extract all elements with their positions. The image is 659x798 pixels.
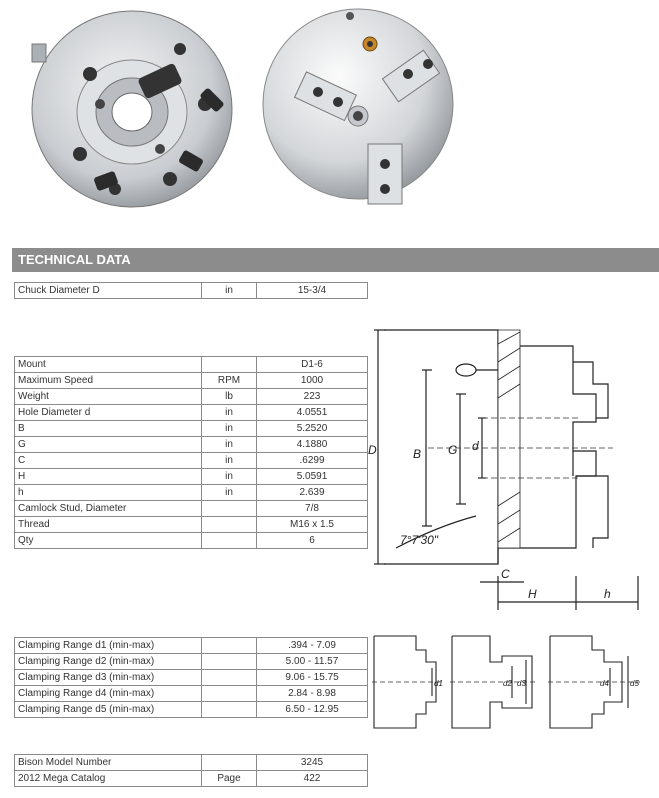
table-row xyxy=(15,501,368,517)
table-row xyxy=(15,405,368,421)
spec-label: Qty xyxy=(15,533,202,549)
table-row xyxy=(15,373,368,389)
table-row xyxy=(15,771,368,787)
table-row xyxy=(15,283,368,299)
spec-value: 6 xyxy=(257,533,368,549)
spec-unit xyxy=(202,357,257,373)
spec-value: 2.84 - 8.98 xyxy=(257,686,368,702)
spec-value: 1000 xyxy=(257,373,368,389)
spec-unit xyxy=(202,501,257,517)
chuck-photo-back xyxy=(20,4,245,214)
label-d5: d5 xyxy=(630,679,639,688)
spec-value: .394 - 7.09 xyxy=(257,638,368,654)
spec-unit: in xyxy=(202,469,257,485)
table-row xyxy=(15,421,368,437)
spec-label: G xyxy=(15,437,202,453)
spec-unit xyxy=(202,654,257,670)
spec-label: C xyxy=(15,453,202,469)
spec-value: 4.1880 xyxy=(257,437,368,453)
spec-value: 9.06 - 15.75 xyxy=(257,670,368,686)
label-d3: d3 xyxy=(517,679,526,688)
chuck-diameter-table xyxy=(14,282,368,299)
spec-unit: lb xyxy=(202,389,257,405)
table-row xyxy=(15,517,368,533)
chuck-photo-front xyxy=(258,4,468,219)
spec-unit: in xyxy=(202,421,257,437)
spec-label: Clamping Range d4 (min-max) xyxy=(15,686,202,702)
spec-value: 5.0591 xyxy=(257,469,368,485)
model-table xyxy=(14,754,368,787)
table-row xyxy=(15,469,368,485)
spec-value: 3245 xyxy=(257,755,368,771)
spec-unit xyxy=(202,517,257,533)
spec-value: 7/8 xyxy=(257,501,368,517)
spec-label: Clamping Range d2 (min-max) xyxy=(15,654,202,670)
spec-unit xyxy=(202,533,257,549)
label-C: C xyxy=(501,567,510,581)
spec-value: 15-3/4 xyxy=(257,283,368,299)
spec-label: Hole Diameter d xyxy=(15,405,202,421)
table-row xyxy=(15,670,368,686)
table-row xyxy=(15,654,368,670)
spec-unit: RPM xyxy=(202,373,257,389)
spec-label: Mount xyxy=(15,357,202,373)
table-row xyxy=(15,755,368,771)
spec-label: Camlock Stud, Diameter xyxy=(15,501,202,517)
dimension-drawing xyxy=(368,326,658,610)
spec-label: Thread xyxy=(15,517,202,533)
spec-unit: in xyxy=(202,437,257,453)
table-row xyxy=(15,357,368,373)
spec-label: Clamping Range d5 (min-max) xyxy=(15,702,202,718)
jaw-clamping-diagrams xyxy=(372,632,642,732)
spec-label: h xyxy=(15,485,202,501)
spec-label: Weight xyxy=(15,389,202,405)
table-row xyxy=(15,533,368,549)
spec-label: B xyxy=(15,421,202,437)
spec-value: D1-6 xyxy=(257,357,368,373)
spec-label: Bison Model Number xyxy=(15,755,202,771)
spec-value: 223 xyxy=(257,389,368,405)
label-B: B xyxy=(413,447,422,461)
label-d2: d2 xyxy=(503,679,512,688)
spec-label: H xyxy=(15,469,202,485)
spec-value: 5.2520 xyxy=(257,421,368,437)
spec-unit xyxy=(202,702,257,718)
label-d: d xyxy=(472,439,479,453)
label-D: D xyxy=(368,443,377,457)
table-row xyxy=(15,453,368,469)
spec-value: 422 xyxy=(257,771,368,787)
spec-unit: in xyxy=(202,453,257,469)
spec-table xyxy=(14,356,368,549)
spec-label: Maximum Speed xyxy=(15,373,202,389)
label-d4: d4 xyxy=(600,679,609,688)
spec-unit: Page xyxy=(202,771,257,787)
spec-label: Clamping Range d3 (min-max) xyxy=(15,670,202,686)
spec-label: Chuck Diameter D xyxy=(15,283,202,299)
section-title-bar xyxy=(12,248,659,272)
spec-value: .6299 xyxy=(257,453,368,469)
spec-unit xyxy=(202,755,257,771)
spec-value: 6.50 - 12.95 xyxy=(257,702,368,718)
label-d1: d1 xyxy=(434,679,443,688)
label-G: G xyxy=(448,443,458,457)
spec-value: 4.0551 xyxy=(257,405,368,421)
spec-unit: in xyxy=(202,283,257,299)
label-h: h xyxy=(604,587,611,601)
section-title: TECHNICAL DATA xyxy=(18,252,131,267)
label-H: H xyxy=(528,587,537,601)
table-row xyxy=(15,686,368,702)
table-row xyxy=(15,638,368,654)
spec-label: Clamping Range d1 (min-max) xyxy=(15,638,202,654)
table-row xyxy=(15,702,368,718)
spec-unit: in xyxy=(202,485,257,501)
table-row xyxy=(15,389,368,405)
spec-unit xyxy=(202,686,257,702)
spec-value: 2.639 xyxy=(257,485,368,501)
spec-unit xyxy=(202,670,257,686)
spec-value: M16 x 1.5 xyxy=(257,517,368,533)
label-angle: 7°7'30" xyxy=(400,533,439,547)
spec-unit xyxy=(202,638,257,654)
table-row xyxy=(15,485,368,501)
spec-value: 5.00 - 11.57 xyxy=(257,654,368,670)
spec-unit: in xyxy=(202,405,257,421)
table-row xyxy=(15,437,368,453)
spec-label: 2012 Mega Catalog xyxy=(15,771,202,787)
clamping-range-table xyxy=(14,637,368,718)
